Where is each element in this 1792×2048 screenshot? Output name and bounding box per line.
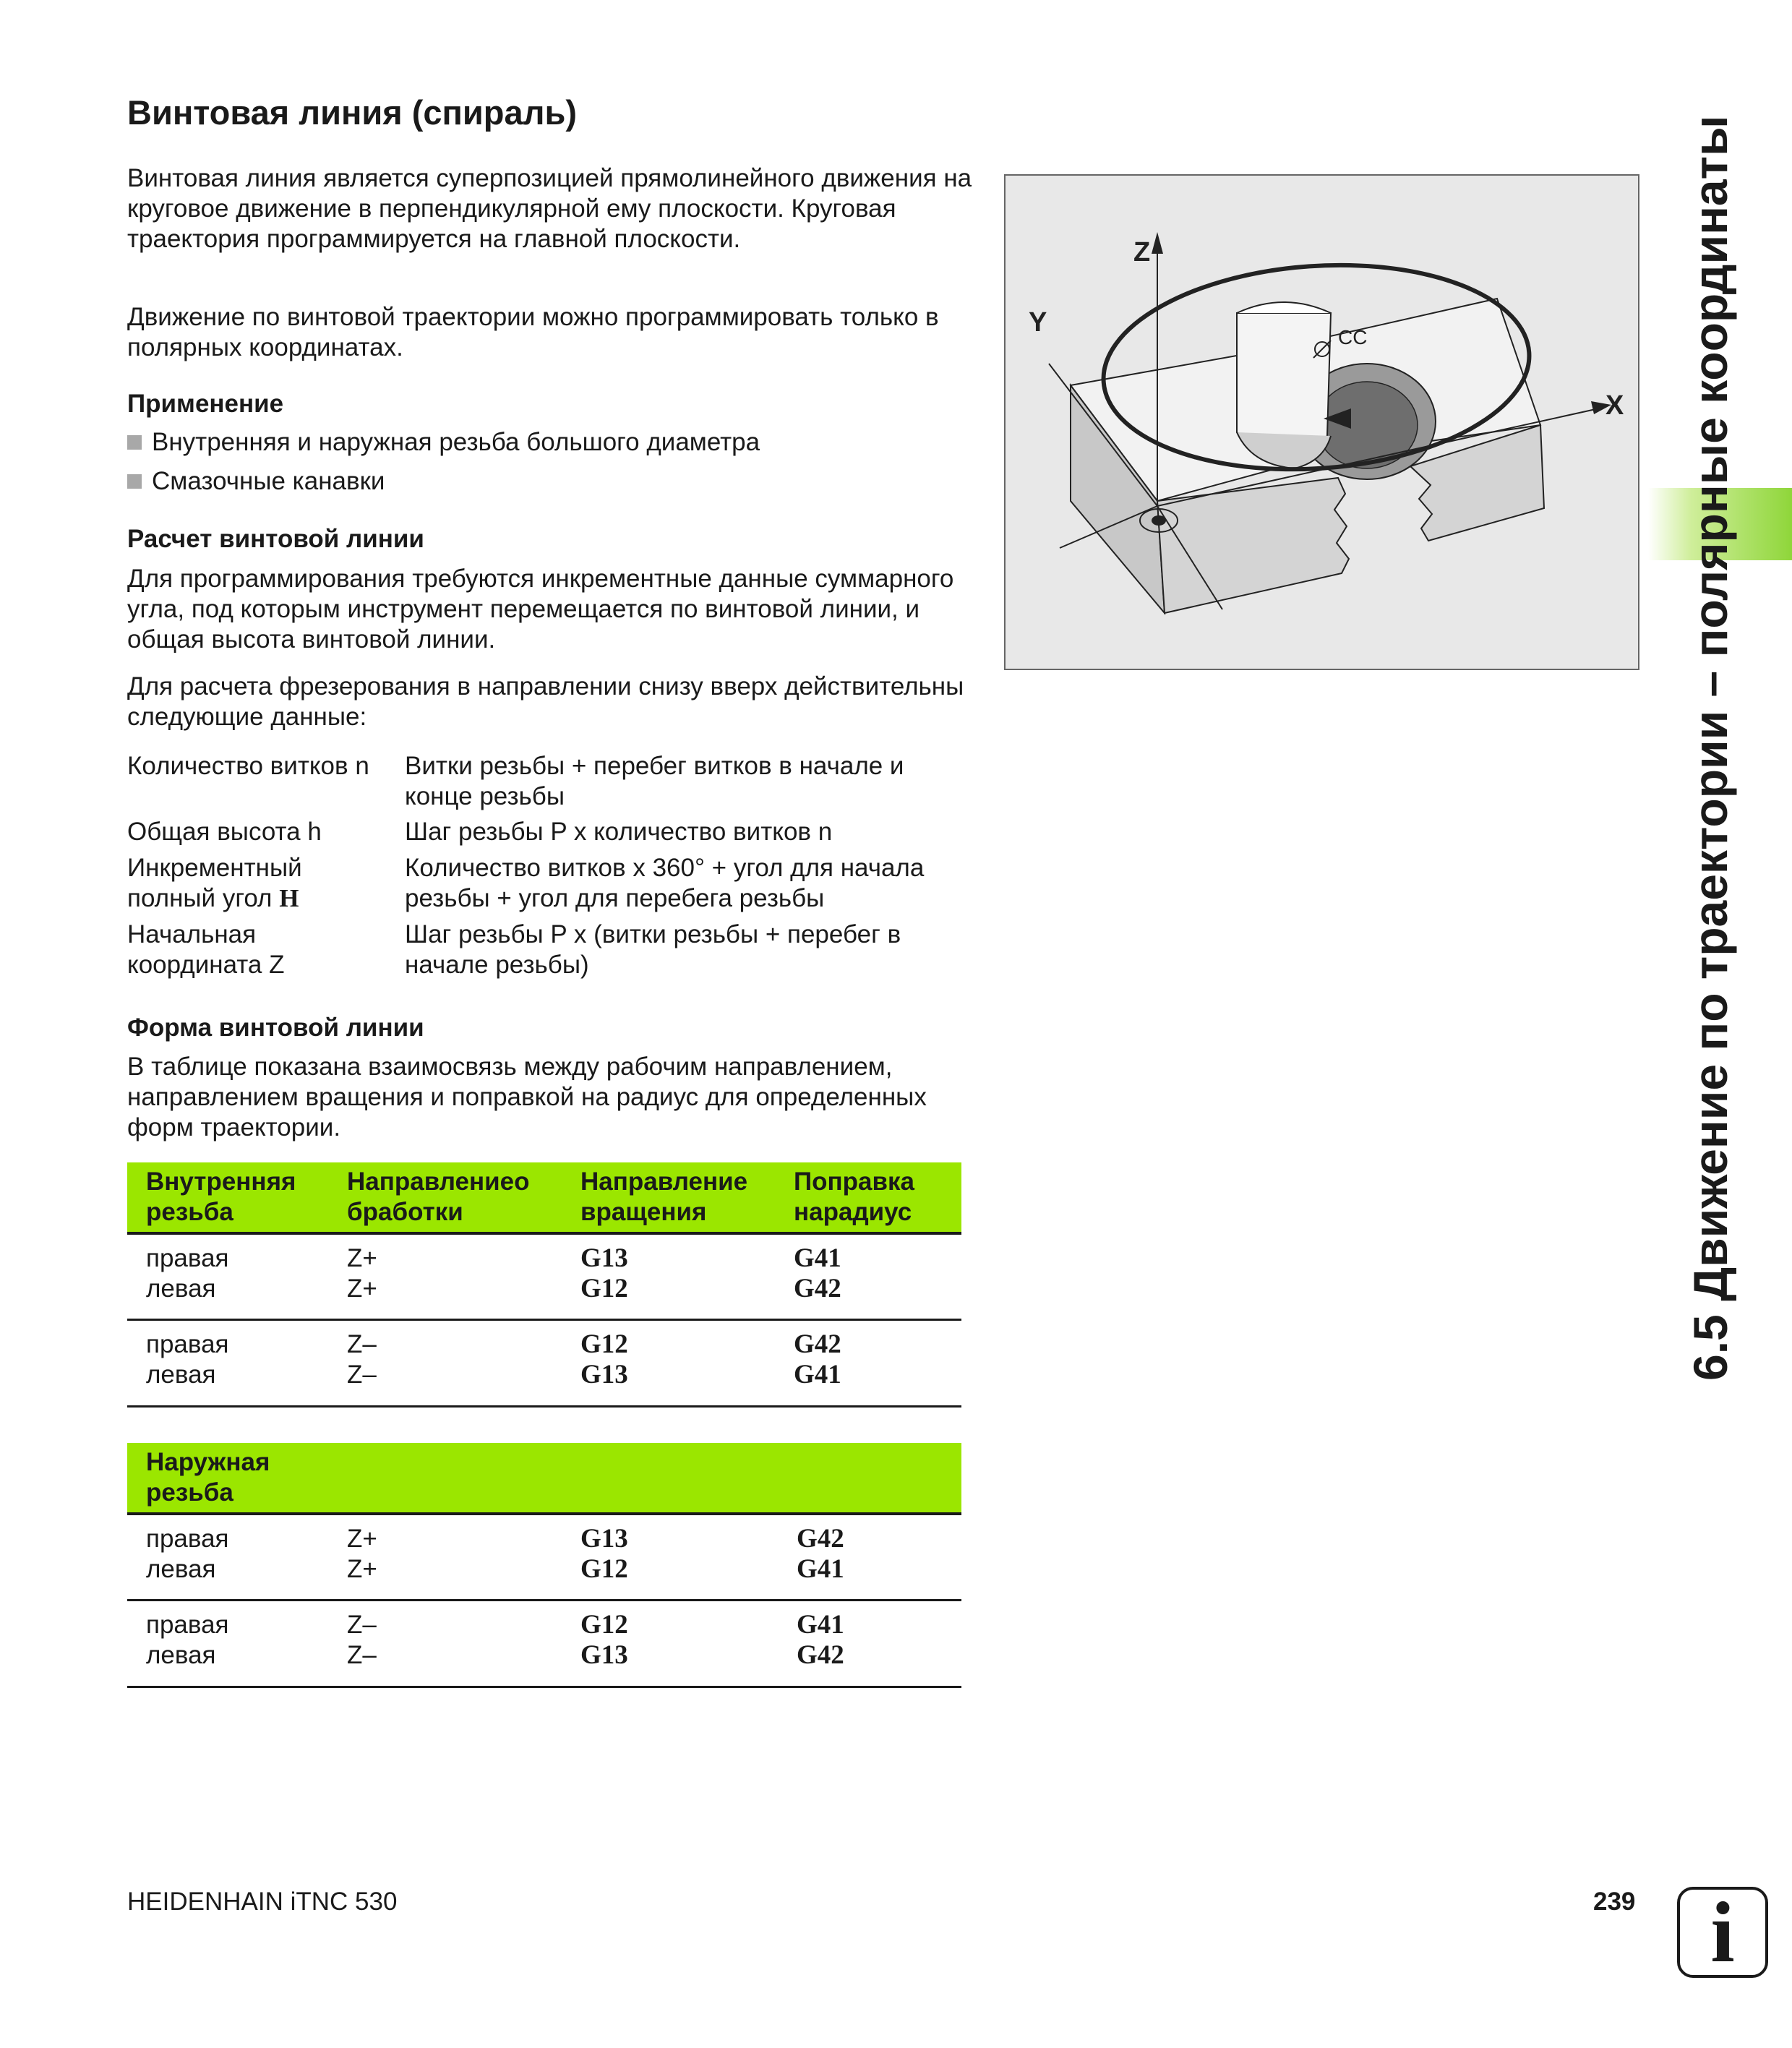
table-cell: левая <box>146 1274 216 1303</box>
list-item <box>127 428 760 457</box>
table-row-group <box>127 1515 961 1601</box>
axis-label-z: Z <box>1133 237 1151 267</box>
intro-paragraph-2: Движение по винтовой траектории можно программировать только в полярных координатах. <box>127 303 939 361</box>
definition-term: Начальная координата Z <box>127 920 285 979</box>
table-cell: Z+ <box>347 1274 377 1303</box>
shape-paragraph: В таблице показана взаимосвязь между рабочим направлением, направлением вращения и поправкой на радиус для определенных форм траектории. <box>127 1053 927 1141</box>
definition-text: Шаг резьбы P x (витки резьбы + перебег в начале резьбы) <box>405 920 901 979</box>
table-cell: левая <box>146 1361 216 1389</box>
table-cell: G41 <box>794 1243 841 1273</box>
table-cell: G41 <box>797 1610 844 1640</box>
axis-label-y: Y <box>1029 307 1047 338</box>
page-title: Винтовая линия (спираль) <box>127 93 578 132</box>
table-cell: Z+ <box>347 1555 377 1583</box>
table-cell: Z– <box>347 1641 377 1669</box>
table-cell: правая <box>146 1244 229 1272</box>
table-cell: G12 <box>580 1610 628 1640</box>
table-cell: левая <box>146 1641 216 1669</box>
intro-paragraph-1: Винтовая линия является суперпозицией прямолинейного движения на круговое движение в перпендикулярной ему плоскости. Круговая траектория программируется на главной плоскости. <box>127 164 972 253</box>
bullet-square-icon <box>127 435 142 450</box>
table-cell: правая <box>146 1330 229 1358</box>
definition-text: Шаг резьбы P x количество витков n <box>405 818 833 846</box>
column-header: Поправка нарадиус <box>794 1167 915 1226</box>
list-item-text: Внутренняя и наружная резьба большого диаметра <box>152 428 760 456</box>
info-icon <box>1677 1884 1768 1980</box>
table-cell: G42 <box>797 1524 844 1554</box>
definition-term <box>127 853 344 914</box>
cc-label: CC <box>1338 326 1368 348</box>
table-cell: G13 <box>580 1640 628 1670</box>
chapter-title: 6.5 Движение по траектории – полярные координаты <box>1684 115 1737 1381</box>
info-icon-glyph: i <box>1710 1884 1735 1980</box>
table-cell: G12 <box>580 1274 628 1303</box>
table-cell: правая <box>146 1525 229 1553</box>
shape-heading: Форма винтовой линии <box>127 1014 424 1042</box>
calculation-paragraph-1: Для программирования требуются инкрементные данные суммарного угла, под которым инструмент перемещается по винтовой линии, и общая высота винтовой линии. <box>127 565 954 654</box>
table-row-group <box>127 1235 961 1321</box>
axis-label-x: X <box>1605 390 1624 421</box>
list-item-text: Смазочные канавки <box>152 467 385 495</box>
table-cell: G12 <box>580 1554 628 1584</box>
calculation-paragraph-2: Для расчета фрезерования в направлении снизу вверх действительны следующие данные: <box>127 672 964 731</box>
page-number: 239 <box>1593 1888 1636 1916</box>
table-row-group <box>127 1321 961 1408</box>
definition-text: Количество витков x 360° + угол для начала резьбы + угол для перебега резьбы <box>405 854 925 912</box>
table-header <box>127 1443 961 1515</box>
definition-term: Общая высота h <box>127 818 322 846</box>
bullet-square-icon <box>127 474 142 489</box>
table-cell: G13 <box>580 1524 628 1554</box>
table-cell: левая <box>146 1555 216 1583</box>
footer-product: HEIDENHAIN iTNC 530 <box>127 1888 398 1916</box>
table-cell: G42 <box>797 1640 844 1670</box>
column-header: Направление вращения <box>580 1167 748 1226</box>
table-cell: G13 <box>580 1360 628 1389</box>
column-header: Наружная резьба <box>146 1448 270 1507</box>
table-cell: G13 <box>580 1243 628 1273</box>
table-cell: G41 <box>797 1554 844 1584</box>
angle-symbol: H <box>279 884 299 912</box>
table-cell: G12 <box>580 1329 628 1359</box>
definition-term-text: Инкрементный полный угол <box>127 854 302 912</box>
table-cell: Z– <box>347 1330 377 1358</box>
calculation-heading: Расчет винтовой линии <box>127 525 424 553</box>
definition-text: Витки резьбы + перебег витков в начале и конце резьбы <box>405 752 904 810</box>
table-cell: G41 <box>794 1360 841 1389</box>
table-cell: G42 <box>794 1274 841 1303</box>
table-cell: Z– <box>347 1611 377 1639</box>
table-row-group <box>127 1601 961 1688</box>
table-cell: Z+ <box>347 1525 377 1553</box>
table-header <box>127 1162 961 1235</box>
helix-illustration <box>1006 176 1638 669</box>
column-header: Внутренняя резьба <box>146 1167 296 1226</box>
table-cell: G42 <box>794 1329 841 1359</box>
column-header: Направлениео бработки <box>347 1167 530 1226</box>
table-cell: Z+ <box>347 1244 377 1272</box>
table-cell: Z– <box>347 1361 377 1389</box>
helix-figure <box>1004 174 1639 670</box>
definition-term: Количество витков n <box>127 752 369 780</box>
list-item <box>127 467 385 496</box>
table-cell: правая <box>146 1611 229 1639</box>
application-heading: Применение <box>127 390 284 418</box>
